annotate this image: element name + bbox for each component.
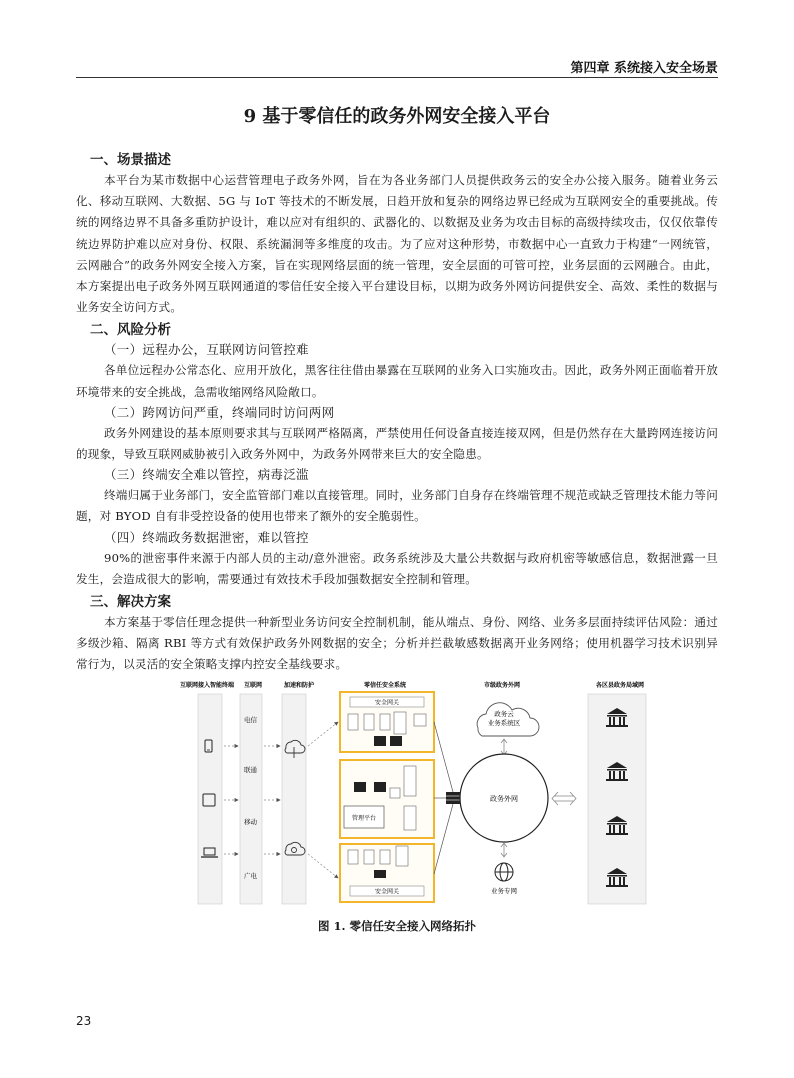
risk-subheading-4: （四）终端政务数据泄密，难以管控 xyxy=(104,529,309,545)
gov-cloud-icon xyxy=(477,703,539,736)
page-title: 9 基于零信任的政务外网安全接入平台 xyxy=(243,106,551,127)
terminal-links xyxy=(224,746,238,854)
section-heading-solution: 三、解决方案 xyxy=(90,594,171,611)
section-heading-scenario: 一、场景描述 xyxy=(90,152,171,168)
bidirectional-arrow-icon xyxy=(552,792,576,805)
header-gov-network: 市级政务外网 xyxy=(484,682,521,689)
network-topology-diagram xyxy=(178,678,698,906)
risk-paragraph-3: 终端归属于业务部门，安全监管部门难以直接管理。同时，业务部门自身存在终端管理不规范或缺乏管理技术能力等问题，对 BYOD 自有非受控设备的使用也带来了额外的安全脆弱性。 xyxy=(76,488,718,524)
gateway-label-bottom: 安全网关 xyxy=(374,888,400,896)
firewall-icon xyxy=(446,792,460,804)
risk-subheading-2: （二）跨网访问严重，终端同时访问两网 xyxy=(104,404,335,420)
isp-unicom: 联通 xyxy=(244,766,257,774)
zt-box-middle xyxy=(340,760,434,838)
header-terminal: 互联网接入智能终端 xyxy=(180,682,235,689)
figure-caption: 图 1. 零信任安全接入网络拓扑 xyxy=(317,919,476,933)
zt-box-top xyxy=(340,692,434,752)
globe-icon xyxy=(495,863,513,881)
isp-telecom: 电信 xyxy=(244,716,257,724)
header-units: 各区县政务局域网 xyxy=(596,682,645,689)
solution-paragraph: 本方案基于零信任理念提供一种新型业务访问安全控制机制，能从端点、身份、网络、业务多层面持续评估风险：通过多级沙箱、隔离 RBI 等方式有效保护政务外网数据的安全；分析并拦截敏感数据离开业务网络；使用机器学习技术识别异常行为，以灵活的安全策略支撑内控安全基线要求。 xyxy=(76,615,718,672)
article-body xyxy=(76,148,718,676)
chapter-header: 第四章 系统接入安全场景 xyxy=(570,61,718,76)
page-number: 23 xyxy=(76,1014,92,1028)
gov-cloud-label-1: 政务云 xyxy=(494,710,514,718)
risk-paragraph-4: 90%的泄密事件来源于内部人员的主动/意外泄密。政务系统涉及大量公共数据与政府机密等敏感信息，数据泄露一旦发生，会造成很大的影响，需要通过有效技术手段加强数据安全控制和管理。 xyxy=(76,550,718,586)
scenario-paragraph: 本平台为某市数据中心运营管理电子政务外网，旨在为各业务部门人员提供政务云的安全办公接入服务。随着业务云化、移动互联网、大数据、5G 与 IoT 等技术的不断发展，日趋开放和复杂的网络边界已经成为互联网安全的重要挑战。传统的网络边界不具备多重防护设计，难以应对有组织的、武器化的、以数据及业务为攻击目标的高级持续攻击，仅仅依靠传统边界防护难以应对身份、权限、系统漏洞等多维度的攻击。为了应对这种形势，市数据中心一直致力于构建“一网统管，云网融合”的政务外网安全接入方案，旨在实现网络层面的统一管理，安全层面的可管可控，业务层面的云网融合。由此，本方案提出电子政务外网互联网通道的零信任安全接入平台建设目标，以期为政务外网访问提供安全、高效、柔性的数据与业务安全访问方式。 xyxy=(76,173,718,315)
gateway-label-top: 安全网关 xyxy=(374,699,400,707)
core-private-link xyxy=(501,843,507,857)
private-net-label: 业务专网 xyxy=(491,887,517,895)
gov-cloud-label-2: 业务系统区 xyxy=(487,719,521,727)
zt-box-bottom xyxy=(340,844,434,902)
protect-links xyxy=(308,722,338,878)
terminal-column xyxy=(198,694,222,904)
isp-mobile: 移动 xyxy=(244,818,257,826)
risk-paragraph-1: 各单位远程办公常态化、应用开放化，黑客往往借由暴露在互联网的业务入口实施攻击。因此，政务外网正面临着开放环境带来的安全挑战，急需收缩网络风险敞口。 xyxy=(76,363,718,399)
isp-broadcast: 广电 xyxy=(244,872,257,880)
risk-subheading-1: （一）远程办公，互联网访问管控难 xyxy=(104,342,309,358)
header-protect: 加速和防护 xyxy=(284,682,315,689)
risk-subheading-3: （三）终端安全难以管控，病毒泛滥 xyxy=(104,467,309,483)
mgmt-platform-label: 管理平台 xyxy=(351,815,377,822)
header-internet: 互联网 xyxy=(244,682,263,689)
header-zero-trust: 零信任安全系统 xyxy=(364,682,407,689)
cloud-core-link xyxy=(501,739,507,755)
gov-extranet-label: 政务外网 xyxy=(490,795,518,803)
internet-links xyxy=(264,746,280,854)
protection-column xyxy=(282,694,306,904)
risk-paragraph-2: 政务外网建设的基本原则要求其与互联网严格隔离，严禁使用任何设备直接连接双网，但是仍然存在大量跨网连接访问的现象，导致互联网威胁被引入政务外网中，为政务外网带来巨大的安全隐患。 xyxy=(76,425,718,462)
header-divider xyxy=(76,77,718,78)
section-heading-risk: 二、风险分析 xyxy=(90,322,171,339)
